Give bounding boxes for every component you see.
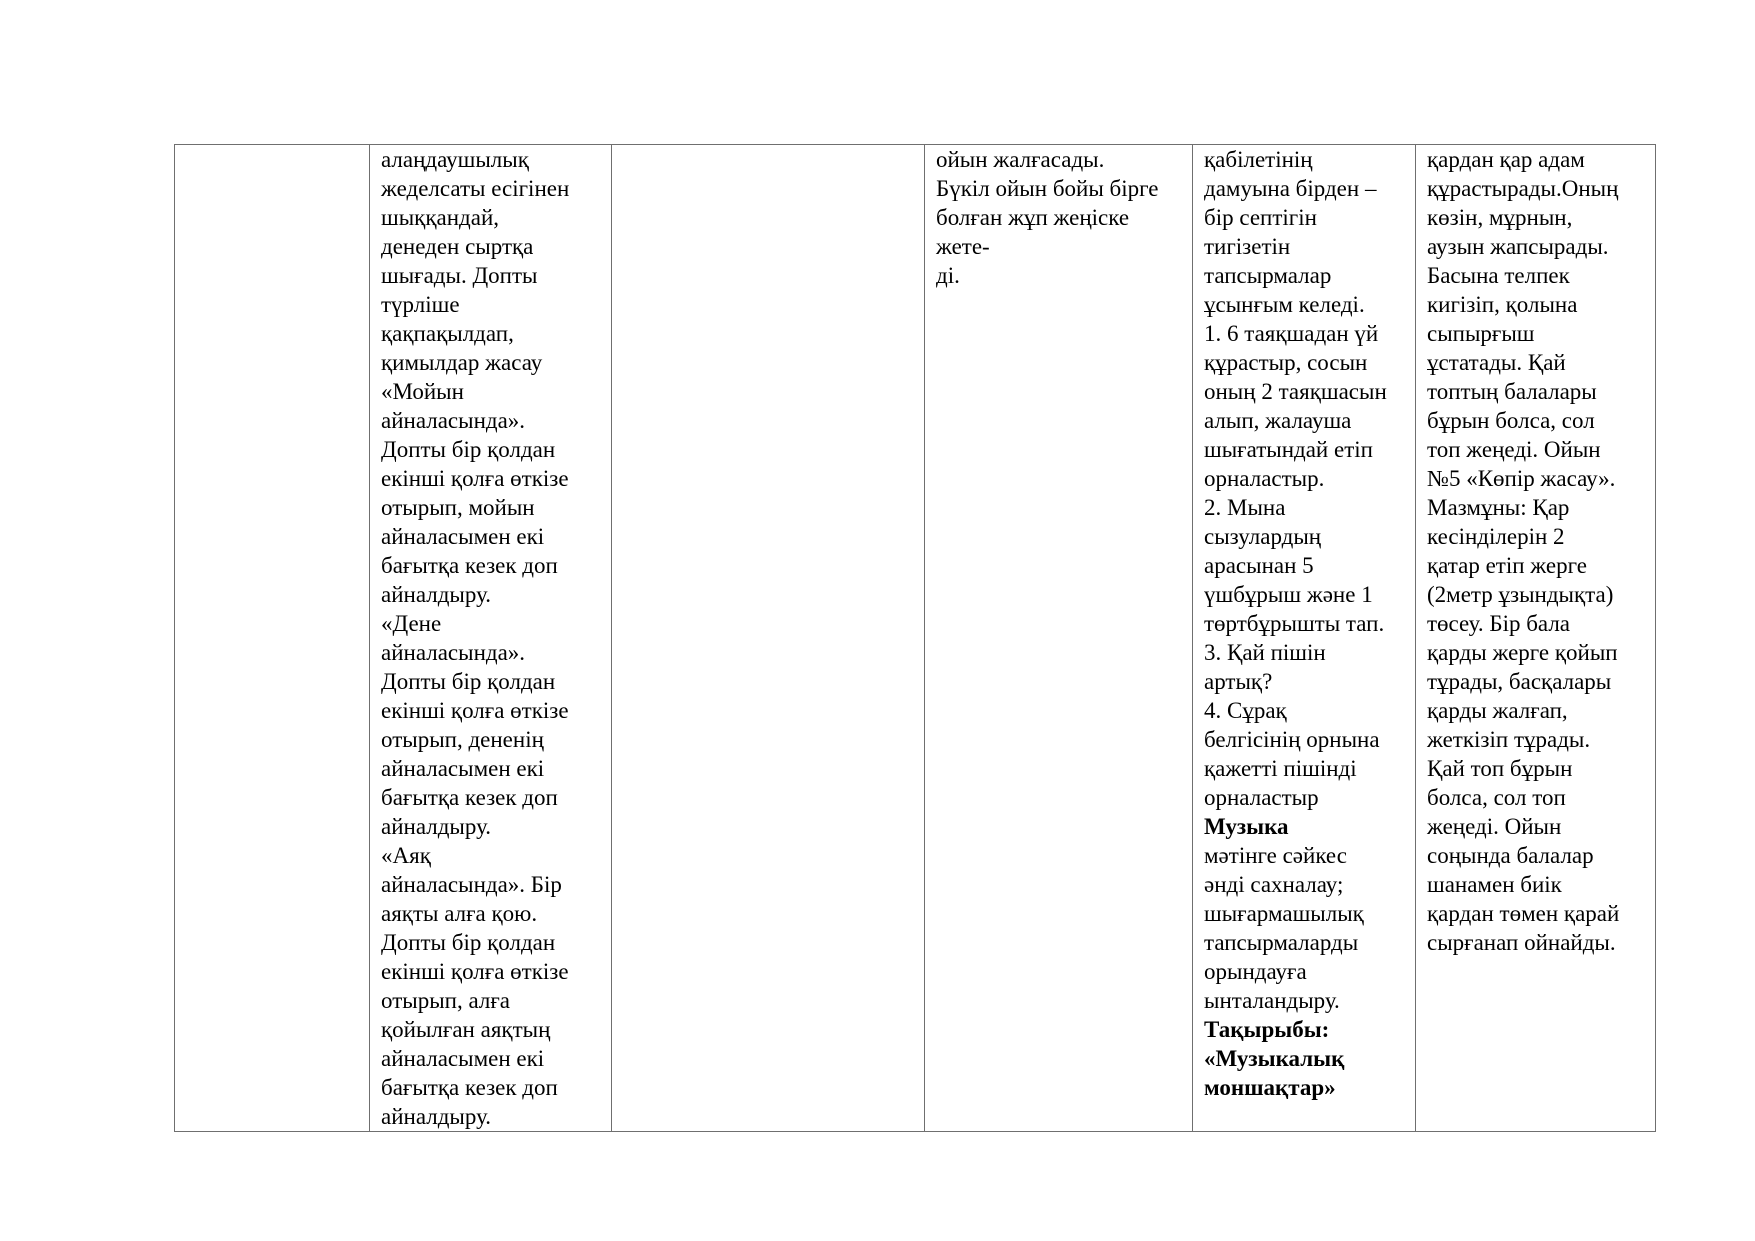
text-line: шығатындай етіп — [1204, 437, 1373, 462]
text-line: ойын жалғасады. — [936, 147, 1105, 172]
text-line: кигізіп, қолына — [1427, 292, 1578, 317]
text-line: қарды жалғап, — [1427, 698, 1568, 723]
text-line: Мазмұны: Қар — [1427, 495, 1570, 520]
text-line: сызулардың — [1204, 524, 1322, 549]
text-line: әнді сахналау; — [1204, 872, 1344, 897]
text-line: моншақтар» — [1204, 1075, 1336, 1100]
text-line: сырғанап ойнайды. — [1427, 930, 1616, 955]
text-line: шығады. Допты — [381, 263, 538, 288]
text-line: дамуына бірден – — [1204, 176, 1377, 201]
text-line: арасынан 5 — [1204, 553, 1314, 578]
text-line: айналасымен екі — [381, 524, 545, 549]
text-line: төсеу. Бір бала — [1427, 611, 1571, 636]
text-line: Допты бір қолдан — [381, 437, 556, 462]
text-line: аяқты алға қою. — [381, 901, 538, 926]
text-line: бұрын болса, сол — [1427, 408, 1595, 433]
text-line: Допты бір қолдан — [381, 930, 556, 955]
text-line: оның 2 таяқшасын — [1204, 379, 1387, 404]
text-line: орындауға — [1204, 959, 1307, 984]
text-line: айналасында». — [381, 408, 526, 433]
text-line: екінші қолға өткізе — [381, 959, 569, 984]
text-line: бір септігін — [1204, 205, 1317, 230]
music-text — [1204, 841, 1415, 1015]
text-line: 2. Мына — [1204, 495, 1286, 520]
text-line: қойылған аяқтың — [381, 1017, 551, 1042]
text-line: жеделсаты есігінен — [381, 176, 570, 201]
text-line: тұрады, басқалары — [1427, 669, 1612, 694]
text-line: Қай топ бұрын — [1427, 756, 1573, 781]
text-line: шанамен биік — [1427, 872, 1562, 897]
text-line: айналасымен екі — [381, 756, 545, 781]
text-line: айналасында». — [381, 640, 526, 665]
text-line: кесінділерін 2 — [1427, 524, 1565, 549]
cell-game-continuation — [925, 145, 1193, 1132]
text-line: мәтінге сәйкес — [1204, 843, 1347, 868]
text-line: шығармашылық — [1204, 901, 1364, 926]
text-line: аузын жапсырады. — [1427, 234, 1609, 259]
cell-snow-game — [1416, 145, 1656, 1132]
text-line: Допты бір қолдан — [381, 669, 556, 694]
text-line: қимылдар жасау — [381, 350, 543, 375]
text-line: қажетті пішінді — [1204, 756, 1357, 781]
text-line: үшбұрыш және 1 — [1204, 582, 1373, 607]
text-line: белгісінің орнына — [1204, 727, 1380, 752]
text-line: алаңдаушылық — [381, 147, 529, 172]
text-line: 1. 6 таяқшадан үй — [1204, 321, 1379, 346]
cell-text — [381, 145, 611, 1131]
text-line: құрастырады.Оның — [1427, 176, 1619, 201]
text-line: «Мойын — [381, 379, 464, 404]
text-line: айналдыру. — [381, 582, 492, 607]
text-line: айналасымен екі — [381, 1046, 545, 1071]
text-line: екінші қолға өткізе — [381, 698, 569, 723]
text-line: Басына телпек — [1427, 263, 1570, 288]
text-line: (2метр ұзындықта) — [1427, 582, 1614, 607]
text-line: сыпырғыш — [1427, 321, 1535, 346]
text-line: денеден сыртқа — [381, 234, 534, 259]
text-line: бағытқа кезек доп — [381, 785, 558, 810]
text-line: екінші қолға өткізе — [381, 466, 569, 491]
text-line: тапсырмаларды — [1204, 930, 1359, 955]
text-line: тапсырмалар — [1204, 263, 1332, 288]
text-line: қабілетінің — [1204, 147, 1313, 172]
text-line: орналастыр — [1204, 785, 1319, 810]
text-line: «Аяқ — [381, 843, 431, 868]
text-line: түрліше — [381, 292, 460, 317]
lesson-plan-table — [174, 144, 1656, 1132]
text-line: жете- — [936, 234, 990, 259]
cell-text — [1427, 145, 1655, 957]
text-line: отырып, дененің — [381, 727, 544, 752]
text-line: төртбұрышты тап. — [1204, 611, 1385, 636]
text-line: жеткізіп тұрады. — [1427, 727, 1591, 752]
text-line: қардан төмен қарай — [1427, 901, 1620, 926]
text-line: қардан қар адам — [1427, 147, 1585, 172]
text-line: шыққандай, — [381, 205, 499, 230]
text-line: соңында балалар — [1427, 843, 1594, 868]
text-line: жеңеді. Ойын — [1427, 814, 1562, 839]
text-line: ұсынғым келеді. — [1204, 292, 1365, 317]
text-line: орналастыр. — [1204, 466, 1325, 491]
table-row — [175, 145, 1656, 1132]
text-line: тигізетін — [1204, 234, 1291, 259]
text-line: қақпақылдап, — [381, 321, 514, 346]
topic-heading — [1204, 1015, 1415, 1102]
cell-exercise-description — [370, 145, 612, 1132]
cell-empty-1 — [175, 145, 370, 1132]
text-line: 4. Сұрақ — [1204, 698, 1287, 723]
text-line: Бүкіл ойын бойы бірге — [936, 176, 1159, 201]
text-line: айналдыру. — [381, 1104, 492, 1129]
text-line: Тақырыбы: — [1204, 1017, 1330, 1042]
text-line: бағытқа кезек доп — [381, 1075, 558, 1100]
text-line: құрастыр, сосын — [1204, 350, 1368, 375]
text-line: ді. — [936, 263, 960, 288]
text-line: топ жеңеді. Ойын — [1427, 437, 1601, 462]
music-heading: Музыка — [1204, 814, 1289, 839]
cell-text — [936, 145, 1192, 290]
text-line: топтың балалары — [1427, 379, 1597, 404]
text-line: артық? — [1204, 669, 1273, 694]
text-line: болса, сол топ — [1427, 785, 1566, 810]
cell-tasks-music — [1193, 145, 1416, 1132]
text-line: «Музыкалық — [1204, 1046, 1345, 1071]
text-line: көзін, мұрнын, — [1427, 205, 1573, 230]
text-line: айналдыру. — [381, 814, 492, 839]
text-line: айналасында». Бір — [381, 872, 562, 897]
text-line: отырып, мойын — [381, 495, 535, 520]
text-line: ұстатады. Қай — [1427, 350, 1566, 375]
cell-empty-3 — [612, 145, 925, 1132]
text-line: бағытқа кезек доп — [381, 553, 558, 578]
text-line: отырып, алға — [381, 988, 510, 1013]
text-line: 3. Қай пішін — [1204, 640, 1326, 665]
text-line: алып, жалауша — [1204, 408, 1352, 433]
cell-text — [1204, 145, 1415, 812]
text-line: болған жұп жеңіске — [936, 205, 1130, 230]
text-line: ынталандыру. — [1204, 988, 1340, 1013]
text-line: қатар етіп жерге — [1427, 553, 1587, 578]
text-line: қарды жерге қойып — [1427, 640, 1618, 665]
text-line: №5 «Көпір жасау». — [1427, 466, 1616, 491]
text-line: «Дене — [381, 611, 442, 636]
